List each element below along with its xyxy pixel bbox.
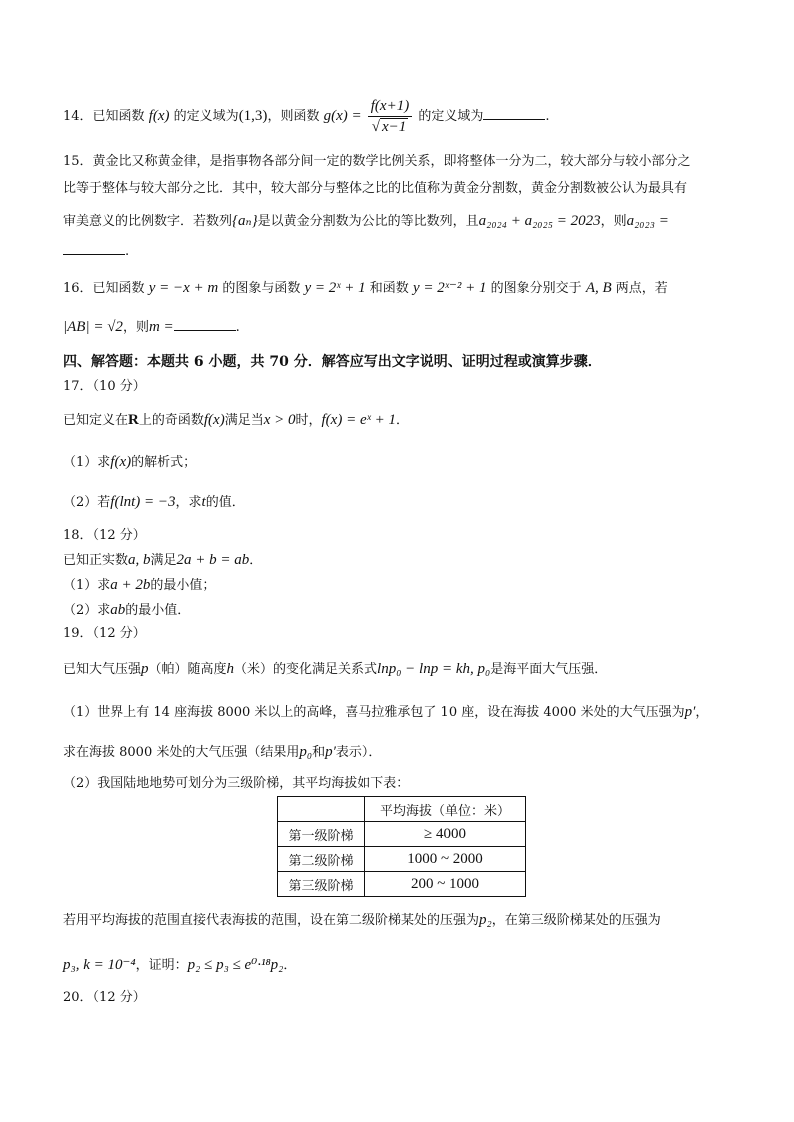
q19-part-2-text-c: ，证明： <box>135 958 188 973</box>
q15-end: . <box>125 244 130 259</box>
q17-part-1-fx: f(x) <box>110 454 132 470</box>
q14-domain: (1,3) <box>238 108 268 124</box>
q19-stem-b: （帕）随高度 <box>148 662 227 677</box>
table-row <box>278 872 526 897</box>
q19-part-1-p-prime: p′ <box>684 704 696 720</box>
q18-part-1-a: （1）求 <box>63 578 111 593</box>
q14-fraction: $\frac{f(x+1)}{√ x-1}$ <box>368 97 412 136</box>
q19-part-1-text-d: 和 <box>312 745 326 760</box>
q15-line-1: 黄金比又称黄金律，是指事物各部分间一定的数学比例关系，即将整体一分为二，较大部分与较小部分之 <box>92 154 691 169</box>
q19-part-1-line-1 <box>63 702 735 723</box>
q16-function-1: y = −x + m <box>148 280 219 296</box>
q15-equation: a₂₀₂₄ + a₂₀₂₅ = 2023 <box>478 213 601 229</box>
q19-stem-c: （米）的变化满足关系式 <box>234 662 378 677</box>
q16-text-1: 已知函数 <box>92 281 145 296</box>
q17-definition: f(x) = eˣ + 1 <box>321 412 396 428</box>
q17-stem-end: ． <box>395 413 409 428</box>
q14-text-2: 的定义域为 <box>173 109 239 124</box>
q17-part-2-c: 的值． <box>205 495 245 510</box>
table-cell: 第一级阶梯 <box>278 822 365 847</box>
q19-part-1-p-prime-2: p′ <box>325 744 336 760</box>
question-14 <box>63 96 735 137</box>
q16-text-3: 和函数 <box>369 281 409 296</box>
table-header-cell <box>278 797 365 822</box>
q18-stem <box>63 550 735 571</box>
table-cell: 第三级阶梯 <box>278 872 365 897</box>
q19-part-2-given: p₃, k = 10⁻⁴ <box>63 957 136 973</box>
q16-points: A, B <box>585 280 612 296</box>
q16-function-2: y = 2ˣ + 1 <box>304 280 366 296</box>
q17-stem-d: 时， <box>295 413 322 428</box>
q19-part-1-p0: p₀ <box>299 744 313 760</box>
q19-header: 19．（12 分） <box>63 626 146 641</box>
section-4-title: 四、解答题：本题共 6 小题，共 70 分．解答应写出文字说明、证明过程或演算步骤． <box>63 354 602 370</box>
q16-text-5: 两点，若 <box>615 281 668 296</box>
question-16-line-1 <box>63 278 735 299</box>
q18-part-1-expr: a + 2b <box>110 577 151 593</box>
q17-fx: f(x) <box>203 412 225 428</box>
q19-part-1-text-a: （1）世界上有 14 座海拔 8000 米以上的高峰，喜马拉雅承包了 10 座，设在海拔 4000 米处的大气压强为 <box>63 705 685 720</box>
q19-part-1-line-2 <box>63 742 735 763</box>
q18-vars: a, b <box>128 552 151 568</box>
q15-line-3b: 是以黄金分割数为公比的等比数列，且 <box>257 214 479 229</box>
q15-line-2: 比等于整体与较大部分之比．其中，较大部分与整体之比的比值称为黄金分割数，黄金分割数被公认为最具有 <box>63 181 688 196</box>
q16-text-6: ，则 <box>122 320 149 335</box>
question-15-line-1 <box>63 152 735 172</box>
q17-part-1-b: 的解析式； <box>131 455 197 470</box>
q17-part-1-a: （1）求 <box>63 455 111 470</box>
q17-part-1 <box>63 452 735 473</box>
q18-part-1 <box>63 575 735 596</box>
q14-denominator: x−1 <box>381 119 407 135</box>
q19-stem-d: 是海平面大气压强． <box>490 662 608 677</box>
q14-fx: f(x) <box>148 108 170 124</box>
table-cell: ≥ 4000 <box>365 822 526 847</box>
q16-ask: m = <box>148 319 174 335</box>
q18-equation: 2a + b = ab <box>176 552 250 568</box>
q16-text-2: 的图象与函数 <box>222 281 301 296</box>
q17-part-2 <box>63 492 735 513</box>
q17-stem <box>63 410 735 431</box>
table-row <box>278 822 526 847</box>
q17-stem-b: 上的奇函数 <box>138 413 204 428</box>
q19-stem <box>63 659 735 680</box>
table-cell: 1000 ~ 2000 <box>365 847 526 872</box>
q15-sequence: {aₙ} <box>232 213 258 229</box>
q18-stem-a: 已知正实数 <box>63 553 129 568</box>
q18-stem-b: 满足 <box>150 553 177 568</box>
q18-part-1-b: 的最小值； <box>150 578 216 593</box>
q19-part-2-end: ． <box>283 958 297 973</box>
q20-header: 20．（12 分） <box>63 990 146 1005</box>
q15-answer-blank <box>63 242 125 255</box>
q16-answer-blank <box>174 318 236 331</box>
q18-stem-end: ． <box>249 553 263 568</box>
q16-ab: |AB| = √2 <box>63 319 123 335</box>
q17-part-2-eq: f(lnt) = −3 <box>110 494 176 510</box>
q19-part-1-text-c: 求在海拔 8000 米处的大气压强（结果用 <box>63 745 300 760</box>
question-15-line-2 <box>63 179 735 199</box>
q19-part-1-text-e: 表示）． <box>335 745 382 760</box>
q15-line-3a: 审美意义的比例数字．若数列 <box>63 214 233 229</box>
q19-stem-a: 已知大气压强 <box>63 662 142 677</box>
altitude-table <box>277 796 526 897</box>
q19-part-2-line-2 <box>63 955 735 976</box>
q19-part-2-text-a: 若用平均海拔的范围直接代表海拔的范围，设在第二级阶梯某处的压强为 <box>63 913 480 928</box>
q14-end: . <box>545 109 550 124</box>
q19-part-2-text-b: ，在第三级阶梯某处的压强为 <box>491 913 661 928</box>
q19-part-1-text-b: ， <box>695 705 709 720</box>
q19-p: p <box>141 661 149 677</box>
q16-function-3: y = 2ˣ⁻² + 1 <box>412 280 487 296</box>
q15-number: 15． <box>63 154 93 169</box>
table-cell: 第二级阶梯 <box>278 847 365 872</box>
q19-part-2-inequality: p₂ ≤ p₃ ≤ e⁰·¹⁸p₂ <box>187 957 284 973</box>
q14-text-3: ，则函数 <box>267 109 320 124</box>
q16-number: 16． <box>63 281 93 296</box>
question-16-line-2 <box>63 317 735 338</box>
q14-number: 14． <box>63 109 93 124</box>
q14-numerator: f(x+1) <box>368 97 412 117</box>
q18-part-2-expr: ab <box>110 602 126 618</box>
q17-part-2-t: t <box>201 494 206 510</box>
table-header-cell: 平均海拔（单位：米） <box>365 797 526 822</box>
q14-text-4: 的定义域为 <box>418 109 484 124</box>
q15-ask: a₂₀₂₃ = <box>626 213 669 229</box>
q17-header: 17．（10 分） <box>63 379 146 394</box>
q18-part-2-a: （2）求 <box>63 603 111 618</box>
q19-h: h <box>226 661 235 677</box>
q17-part-2-b: ，求 <box>175 495 202 510</box>
q14-text-1: 已知函数 <box>92 109 145 124</box>
table-header-row <box>278 797 526 822</box>
q14-gx: g(x) = <box>323 108 362 124</box>
q17-stem-c: 满足当 <box>224 413 264 428</box>
q19-part-2-line-1 <box>63 910 735 931</box>
question-15-line-3 <box>63 211 735 232</box>
q17-part-2-a: （2）若 <box>63 495 111 510</box>
q17-condition: x > 0 <box>263 412 296 428</box>
q19-part-2-intro: （2）我国陆地地势可划分为三级阶梯，其平均海拔如下表： <box>63 776 410 791</box>
q15-line-3c: ，则 <box>600 214 627 229</box>
q18-part-2 <box>63 600 735 621</box>
q14-answer-blank <box>483 107 545 120</box>
question-15-line-4 <box>63 242 735 262</box>
q18-header: 18．（12 分） <box>63 528 146 543</box>
q17-real-set: R <box>128 412 139 428</box>
q16-text-4: 的图象分别交于 <box>490 281 582 296</box>
q16-end: . <box>235 320 240 335</box>
q19-part-2-p2: p₂ <box>479 912 492 928</box>
table-row <box>278 847 526 872</box>
q19-relation: lnp₀ − lnp = kh, p₀ <box>377 661 491 677</box>
table-cell: 200 ~ 1000 <box>365 872 526 897</box>
q18-part-2-b: 的最小值． <box>125 603 191 618</box>
q17-stem-a: 已知定义在 <box>63 413 129 428</box>
